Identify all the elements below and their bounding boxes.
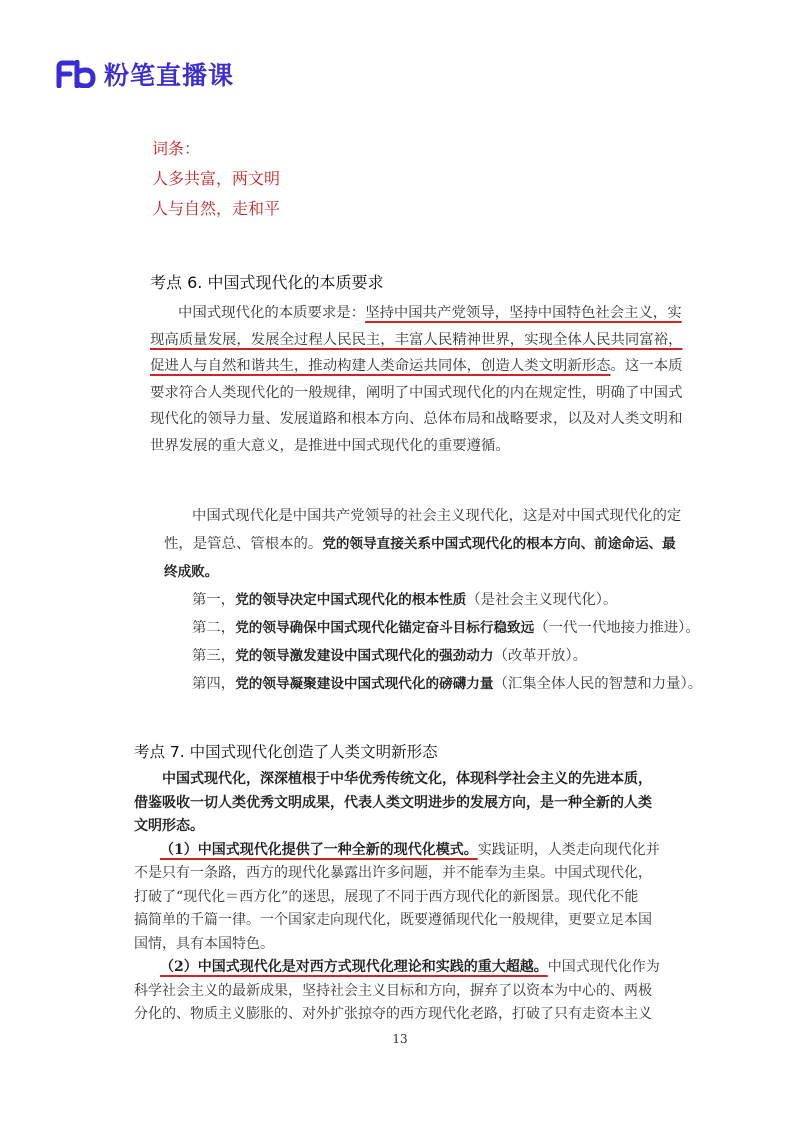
point-note: （是社会主义现代化）。 — [466, 592, 618, 608]
terms-block — [152, 134, 280, 224]
text-run: 实践证明，人类走向现代化并 — [477, 841, 660, 858]
section7-body — [134, 768, 674, 1027]
text-run: 性，是管总、管根本的。 — [164, 536, 323, 552]
section6-heading: 考点 6. 中国式现代化的本质要求 — [150, 273, 384, 292]
point-bold: 党的领导确保中国式现代化锚定奋斗目标行稳致远 — [235, 620, 535, 636]
point-item — [164, 614, 700, 642]
paragraph-line: 中国式现代化是中国共产党领导的社会主义现代化，这是对中国式现代化的定 — [192, 508, 682, 524]
term-item: 人多共富，两文明 — [152, 169, 281, 188]
paragraph-line — [164, 558, 684, 586]
paragraph-line — [150, 300, 682, 327]
point-note: （改革开放）。 — [493, 648, 588, 664]
party-leadership-block — [164, 502, 703, 698]
terms-label: 词条： — [152, 139, 201, 158]
point-ordinal: 第三， — [192, 648, 236, 664]
paragraph-line: 搞简单的千篇一律。一个国家走向现代化，既要遵循现代化一般规律，更要立足本国 — [134, 912, 652, 928]
paragraph-line — [150, 327, 683, 354]
bold-line: 文明形态。 — [134, 818, 204, 834]
bold-line: 借鉴吸收一切人类优秀文明成果，代表人类文明进步的发展方向，是一种全新的人类 — [134, 794, 652, 811]
text-run: 中国式现代化作为 — [547, 959, 660, 975]
paragraph-line: 要求符合人类现代化的一般规律，阐明了中国式现代化的内在规定性，明确了中国式 — [150, 384, 683, 401]
brand-name: 粉笔直播课 — [104, 61, 235, 90]
paragraph-line: 国情，具有本国特色。 — [134, 935, 274, 952]
section6-paragraph — [150, 300, 683, 459]
point-bold: 党的领导激发建设中国式现代化的强劲动力 — [235, 648, 494, 664]
underlined-text: 现高质量发展，发展全过程人民民主，丰富人民精神世界，实现全体人民共同富裕， — [150, 331, 683, 348]
paragraph-line: 现代化的领导力量、发展道路和根本方向、总体布局和战略要求，以及对人类文明和 — [150, 411, 683, 427]
point-note: （一代一代地接力推进）。 — [534, 620, 700, 636]
term-item: 人与自然，走和平 — [152, 199, 281, 218]
text-run: 中国式现代化的本质要求是： — [178, 305, 366, 321]
underlined-text: （1）中国式现代化提供了一种全新的现代化模式。 — [160, 841, 478, 858]
bold-line: 中国式现代化，深深植根于中华优秀传统文化，体现科学社会主义的先进本质， — [162, 771, 652, 787]
paragraph-line — [164, 530, 684, 558]
paragraph-line — [150, 353, 683, 380]
underlined-text: 坚持中国共产党领导，坚持中国特色社会主义，实 — [365, 305, 682, 321]
point-ordinal: 第四， — [192, 676, 236, 692]
point-ordinal: 第一， — [192, 592, 236, 608]
fb-logo-icon — [56, 60, 96, 88]
paragraph-line — [134, 839, 674, 863]
bold-text: 终成败。 — [164, 564, 219, 580]
underlined-text: 促进人与自然和谐共生，推动构建人类命运共同体，创造人类文明新形态 — [150, 358, 611, 374]
point-item — [164, 642, 684, 670]
page-number: 13 — [392, 1032, 408, 1046]
point-note: （汇集全体人民的智慧和力量）。 — [493, 676, 703, 692]
paragraph-line: 世界发展的重大意义，是推进中国式现代化的重要遵循。 — [150, 437, 510, 454]
paragraph-line: 打破了“现代化＝西方化”的迷思，展现了不同于西方现代化的新图景。现代化不能 — [134, 888, 639, 905]
point-bold: 党的领导凝聚建设中国式现代化的磅礴力量 — [235, 676, 494, 692]
paragraph-line: 分化的、物质主义膨胀的、对外扩张掠夺的西方现代化老路，打破了只有走资本主义 — [134, 1006, 652, 1022]
section7-heading: 考点 7. 中国式现代化创造了人类文明新形态 — [134, 743, 438, 761]
text-run: 。这一本质 — [610, 358, 683, 374]
point-bold: 党的领导决定中国式现代化的根本性质 — [235, 592, 467, 608]
point-item — [164, 670, 703, 698]
brand-logo — [56, 56, 234, 92]
point-ordinal: 第二， — [192, 620, 236, 636]
paragraph-line: 不是只有一条路，西方的现代化暴露出许多问题，并不能奉为圭臬。中国式现代化， — [134, 865, 652, 881]
paragraph-line — [134, 956, 674, 980]
underlined-text: （2）中国式现代化是对西方式现代化理论和实践的重大超越。 — [160, 959, 548, 975]
bold-text: 党的领导直接关系中国式现代化的根本方向、前途命运、最 — [322, 536, 676, 552]
point-item — [164, 586, 684, 614]
paragraph-line: 科学社会主义的最新成果，坚持社会主义目标和方向，摒弃了以资本为中心的、两极 — [134, 982, 652, 999]
